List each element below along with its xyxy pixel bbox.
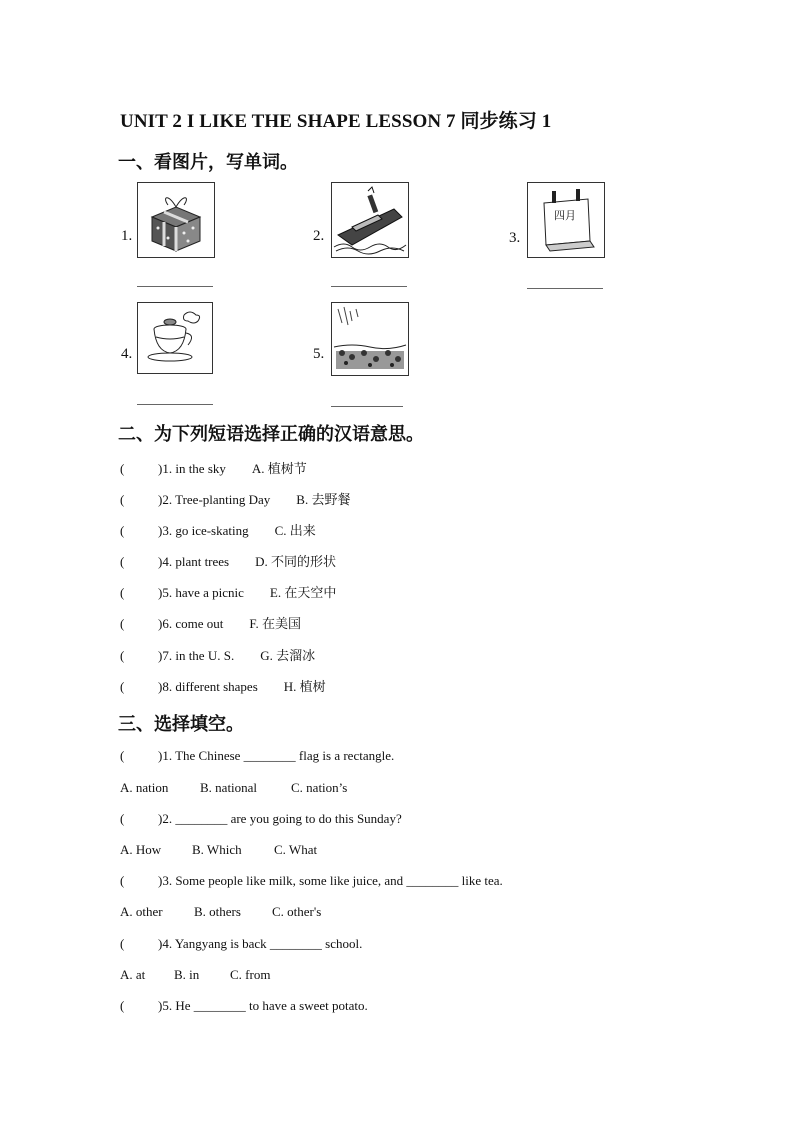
- ship-icon: [331, 182, 409, 258]
- phrase: )6. come out: [158, 616, 224, 631]
- answer-line[interactable]: [137, 404, 213, 405]
- picture-number: 2.: [313, 228, 325, 244]
- matching-row-8: [120, 676, 326, 695]
- picture-number: 1.: [121, 228, 133, 244]
- option[interactable]: C. from: [230, 967, 271, 982]
- answer-bracket[interactable]: (: [120, 554, 125, 569]
- picture-number: 5.: [313, 346, 325, 362]
- question-3: [120, 873, 503, 889]
- answer-bracket[interactable]: (: [120, 998, 125, 1013]
- answer-line[interactable]: [331, 406, 403, 407]
- answer-bracket[interactable]: (: [120, 523, 125, 538]
- question-text: )2. ________ are you going to do this Sunday?: [158, 811, 402, 826]
- option[interactable]: A. at: [120, 967, 146, 982]
- question-text: )5. He ________ to have a sweet potato.: [158, 998, 368, 1013]
- option[interactable]: C. other's: [272, 904, 322, 919]
- answer-bracket[interactable]: (: [120, 936, 125, 951]
- question-text: )3. Some people like milk, some like juice, and ________ like tea.: [158, 873, 503, 888]
- answer-bracket[interactable]: (: [120, 616, 125, 631]
- option[interactable]: C. nation’s: [291, 780, 348, 795]
- option[interactable]: B. others: [194, 904, 241, 919]
- option[interactable]: C. What: [274, 842, 318, 857]
- matching-row-2: [120, 489, 350, 508]
- option[interactable]: A. other: [120, 904, 163, 919]
- meaning: H. 植树: [283, 679, 326, 694]
- picture-number: 3.: [509, 230, 521, 246]
- answer-line[interactable]: [137, 286, 213, 287]
- calendar-text: 四月: [554, 209, 576, 222]
- option[interactable]: B. in: [174, 967, 200, 982]
- meaning: E. 在天空中: [269, 585, 337, 600]
- question-1: [120, 748, 394, 764]
- field-landscape-icon: [331, 302, 409, 376]
- options-2: [120, 842, 317, 858]
- matching-row-4: [120, 551, 336, 570]
- picture-number: 4.: [121, 346, 133, 362]
- meaning: B. 去野餐: [296, 492, 351, 507]
- option[interactable]: A. How: [120, 842, 162, 857]
- meaning: D. 不同的形状: [255, 554, 337, 569]
- gift-box-icon: [137, 182, 215, 258]
- options-3: [120, 904, 321, 920]
- phrase: )8. different shapes: [158, 679, 258, 694]
- answer-bracket[interactable]: (: [120, 873, 125, 888]
- answer-line[interactable]: [527, 288, 603, 289]
- matching-row-7: [120, 645, 315, 664]
- phrase: )3. go ice-skating: [158, 523, 249, 538]
- phrase: )2. Tree-planting Day: [158, 492, 271, 507]
- teacup-icon: [137, 302, 213, 374]
- option[interactable]: B. Which: [192, 842, 242, 857]
- meaning: A. 植树节: [251, 461, 307, 476]
- option[interactable]: B. national: [200, 780, 258, 795]
- question-2: [120, 811, 402, 827]
- question-text: )1. The Chinese ________ flag is a rectangle.: [158, 748, 395, 763]
- question-text: )4. Yangyang is back ________ school.: [158, 936, 363, 951]
- page-title: UNIT 2 I LIKE THE SHAPE LESSON 7 同步练习 1: [120, 111, 552, 132]
- answer-bracket[interactable]: (: [120, 648, 125, 663]
- calendar-icon: [527, 182, 605, 258]
- answer-bracket[interactable]: (: [120, 811, 125, 826]
- matching-row-3: [120, 520, 316, 539]
- section2-heading: 二、为下列短语选择正确的汉语意思。: [118, 424, 424, 444]
- options-1: [120, 780, 347, 796]
- phrase: )4. plant trees: [158, 554, 230, 569]
- matching-row-6: [120, 613, 301, 632]
- meaning: C. 出来: [274, 523, 316, 538]
- phrase: )1. in the sky: [158, 461, 226, 476]
- section1-heading: 一、看图片，写单词。: [118, 152, 298, 172]
- phrase: )5. have a picnic: [158, 585, 244, 600]
- answer-bracket[interactable]: (: [120, 679, 125, 694]
- answer-bracket[interactable]: (: [120, 748, 125, 763]
- answer-bracket[interactable]: (: [120, 492, 125, 507]
- options-4: [120, 967, 270, 983]
- answer-line[interactable]: [331, 286, 407, 287]
- phrase: )7. in the U. S.: [158, 648, 235, 663]
- matching-row-1: [120, 458, 307, 477]
- question-4: [120, 936, 362, 952]
- meaning: G. 去溜冰: [260, 648, 316, 663]
- option[interactable]: A. nation: [120, 780, 169, 795]
- meaning: F. 在美国: [249, 616, 302, 631]
- answer-bracket[interactable]: (: [120, 461, 125, 476]
- answer-bracket[interactable]: (: [120, 585, 125, 600]
- question-5: [120, 998, 368, 1014]
- section3-heading: 三、选择填空。: [118, 714, 244, 734]
- matching-row-5: [120, 582, 336, 601]
